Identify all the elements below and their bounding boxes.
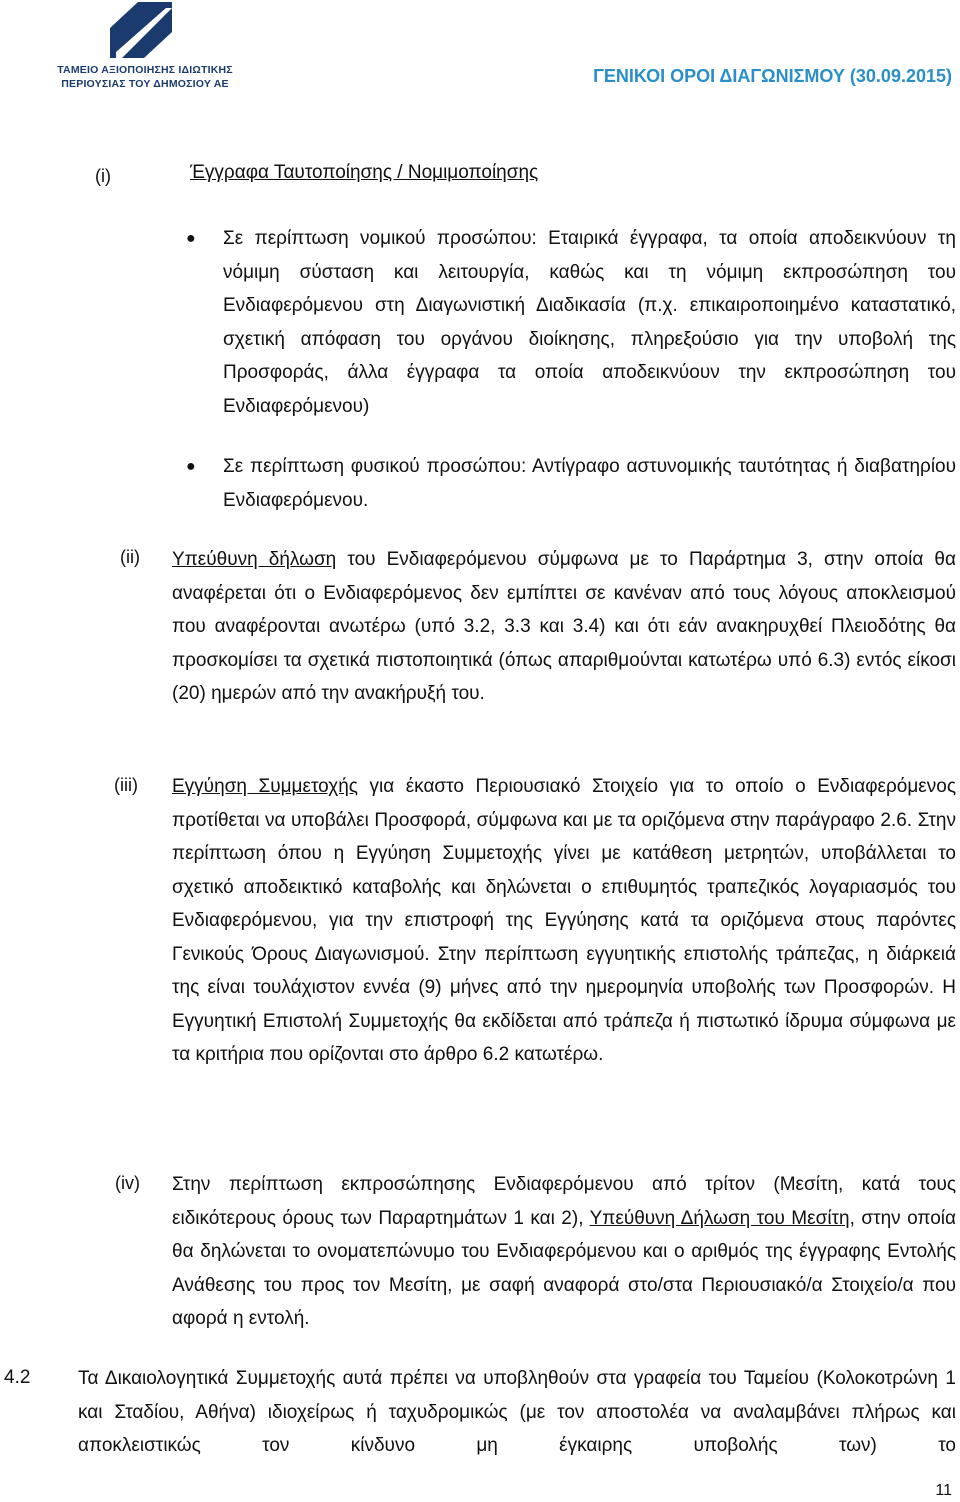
item-iv-paragraph: [172, 1168, 956, 1336]
bullet-icon: ●: [186, 230, 196, 247]
item-i-heading: Έγγραφα Ταυτοποίησης / Νομιμοποίησης: [190, 162, 539, 183]
item-ii-text: του Ενδιαφερόμενου σύμφωνα με το Παράρτημα 3, στην οποία θα αναφέρεται ότι ο Ενδιαφερόμενος δεν εμπίπτει σε κανέναν από τους λόγους αποκλεισμού που αναφέρονται ανωτέρω (υπό 3.2, 3.3 και 3.4) και ότι εάν ανακηρυχθεί Πλειοδότης θα προσκομίσει τα σχετικά πιστοποιητικά (όπως απαριθμούνται κατωτέρω υπό 6.3) εντός είκοσι (20) ημερών από την ανακήρυξή του.: [172, 549, 956, 704]
item-ii-label: (ii): [120, 547, 140, 567]
item-iv-text-after: , στην οποία θα δηλώνεται το ονοματεπώνυμο του Ενδιαφερόμενου και ο αριθμός της έγγραφης Εντολής Ανάθεσης του προς τον Μεσίτη, με σαφή αναφορά στο/στα Περιουσιακό/α Στοιχείο/α που αφορά η εντολή.: [172, 1207, 956, 1329]
logo-mark-icon: [110, 2, 172, 58]
organization-logo: [40, 2, 250, 94]
item-i-bullet-natural-person: Σε περίπτωση φυσικού προσώπου: Αντίγραφο αστυνομικής ταυτότητας ή διαβατηρίου Ενδιαφερόμενου.: [223, 456, 956, 511]
logo-text-line2: ΠΕΡΙΟΥΣΙΑΣ ΤΟΥ ΔΗΜΟΣΙΟΥ ΑΕ: [61, 78, 229, 90]
page-number: 11: [935, 1482, 952, 1499]
item-iv-label: (iv): [115, 1173, 140, 1193]
item-ii-paragraph: [172, 543, 956, 711]
section-4-2-paragraph: Τα Δικαιολογητικά Συμμετοχής αυτά πρέπει να υποβληθούν στα γραφεία του Ταμείου (Κολοκοτρώνη 1 και Σταδίου, Αθήνα) ιδιοχείρως ή ταχυδρομικώς (με τον αποστολέα να αναλαμβάνει πλήρως και αποκλειστικώς τον κίνδυνο μη έγκαιρης υποβολής των) το: [78, 1368, 956, 1456]
logo-text-line1: ΤΑΜΕΙΟ ΑΞΙΟΠΟΙΗΣΗΣ ΙΔΙΩΤΙΚΗΣ: [57, 64, 233, 76]
item-iii-paragraph: [172, 770, 956, 1072]
bullet-icon: ●: [186, 458, 196, 475]
item-iii-label: (iii): [114, 775, 138, 795]
document-header-title: ΓΕΝΙΚΟΙ ΟΡΟΙ ΔΙΑΓΩΝΙΣΜΟΥ (30.09.2015): [593, 66, 952, 86]
item-ii-underlined: Υπεύθυνη δήλωση: [172, 549, 337, 570]
item-iv-text-before: Στην περίπτωση εκπροσώπησης Ενδιαφερόμενου από τρίτον (Μεσίτη, κατά τους ειδικότερους όρους των Παραρτημάτων 1 και 2),: [172, 1174, 956, 1229]
item-iii-text: για έκαστο Περιουσιακό Στοιχείο για το οποίο ο Ενδιαφερόμενος προτίθεται να υποβάλει Προσφορά, σύμφωνα και με τα οριζόμενα στην παράγραφο 2.6. Στην περίπτωση όπου η Εγγύηση Συμμετοχής γίνει με κατάθεση μετρητών, υποβάλλεται το σχετικό αποδεικτικό καταβολής και δηλώνεται ο επιθυμητός τραπεζικός λογαριασμός του Ενδιαφερόμενου, για την επιστροφή της Εγγύησης κατά τα οριζόμενα στους παρόντες Γενικούς Όρους Διαγωνισμού. Στην περίπτωση εγγυητικής επιστολής τράπεζας, η διάρκειά της είναι τουλάχιστον εννέα (9) μήνες από την ημερομηνία υποβολής των Προσφορών. Η Εγγυητική Επιστολή Συμμετοχής θα εκδίδεται από τράπεζα ή πιστωτικό ίδρυμα σύμφωνα με τα κριτήρια που ορίζονται στο άρθρο 6.2 κατωτέρω.: [172, 776, 956, 1065]
item-i-label: (i): [95, 166, 111, 186]
item-i-bullet-legal-entity: Σε περίπτωση νομικού προσώπου: Εταιρικά έγγραφα, τα οποία αποδεικνύουν τη νόμιμη σύσταση και λειτουργία, καθώς και τη νόμιμη εκπροσώπηση του Ενδιαφερόμενου στη Διαγωνιστική Διαδικασία (π.χ. επικαιροποιημένο καταστατικό, σχετική απόφαση του οργάνου διοίκησης, πληρεξούσιο για την υποβολή της Προσφοράς, άλλα έγγραφα τα οποία αποδεικνύουν την εκπροσώπηση του Ενδιαφερόμενου): [223, 228, 956, 417]
section-4-2-number: 4.2: [4, 1367, 31, 1388]
item-iii-underlined: Εγγύηση Συμμετοχής: [172, 776, 358, 797]
item-iv-underlined: Υπεύθυνη Δήλωση του Μεσίτη: [589, 1207, 850, 1229]
